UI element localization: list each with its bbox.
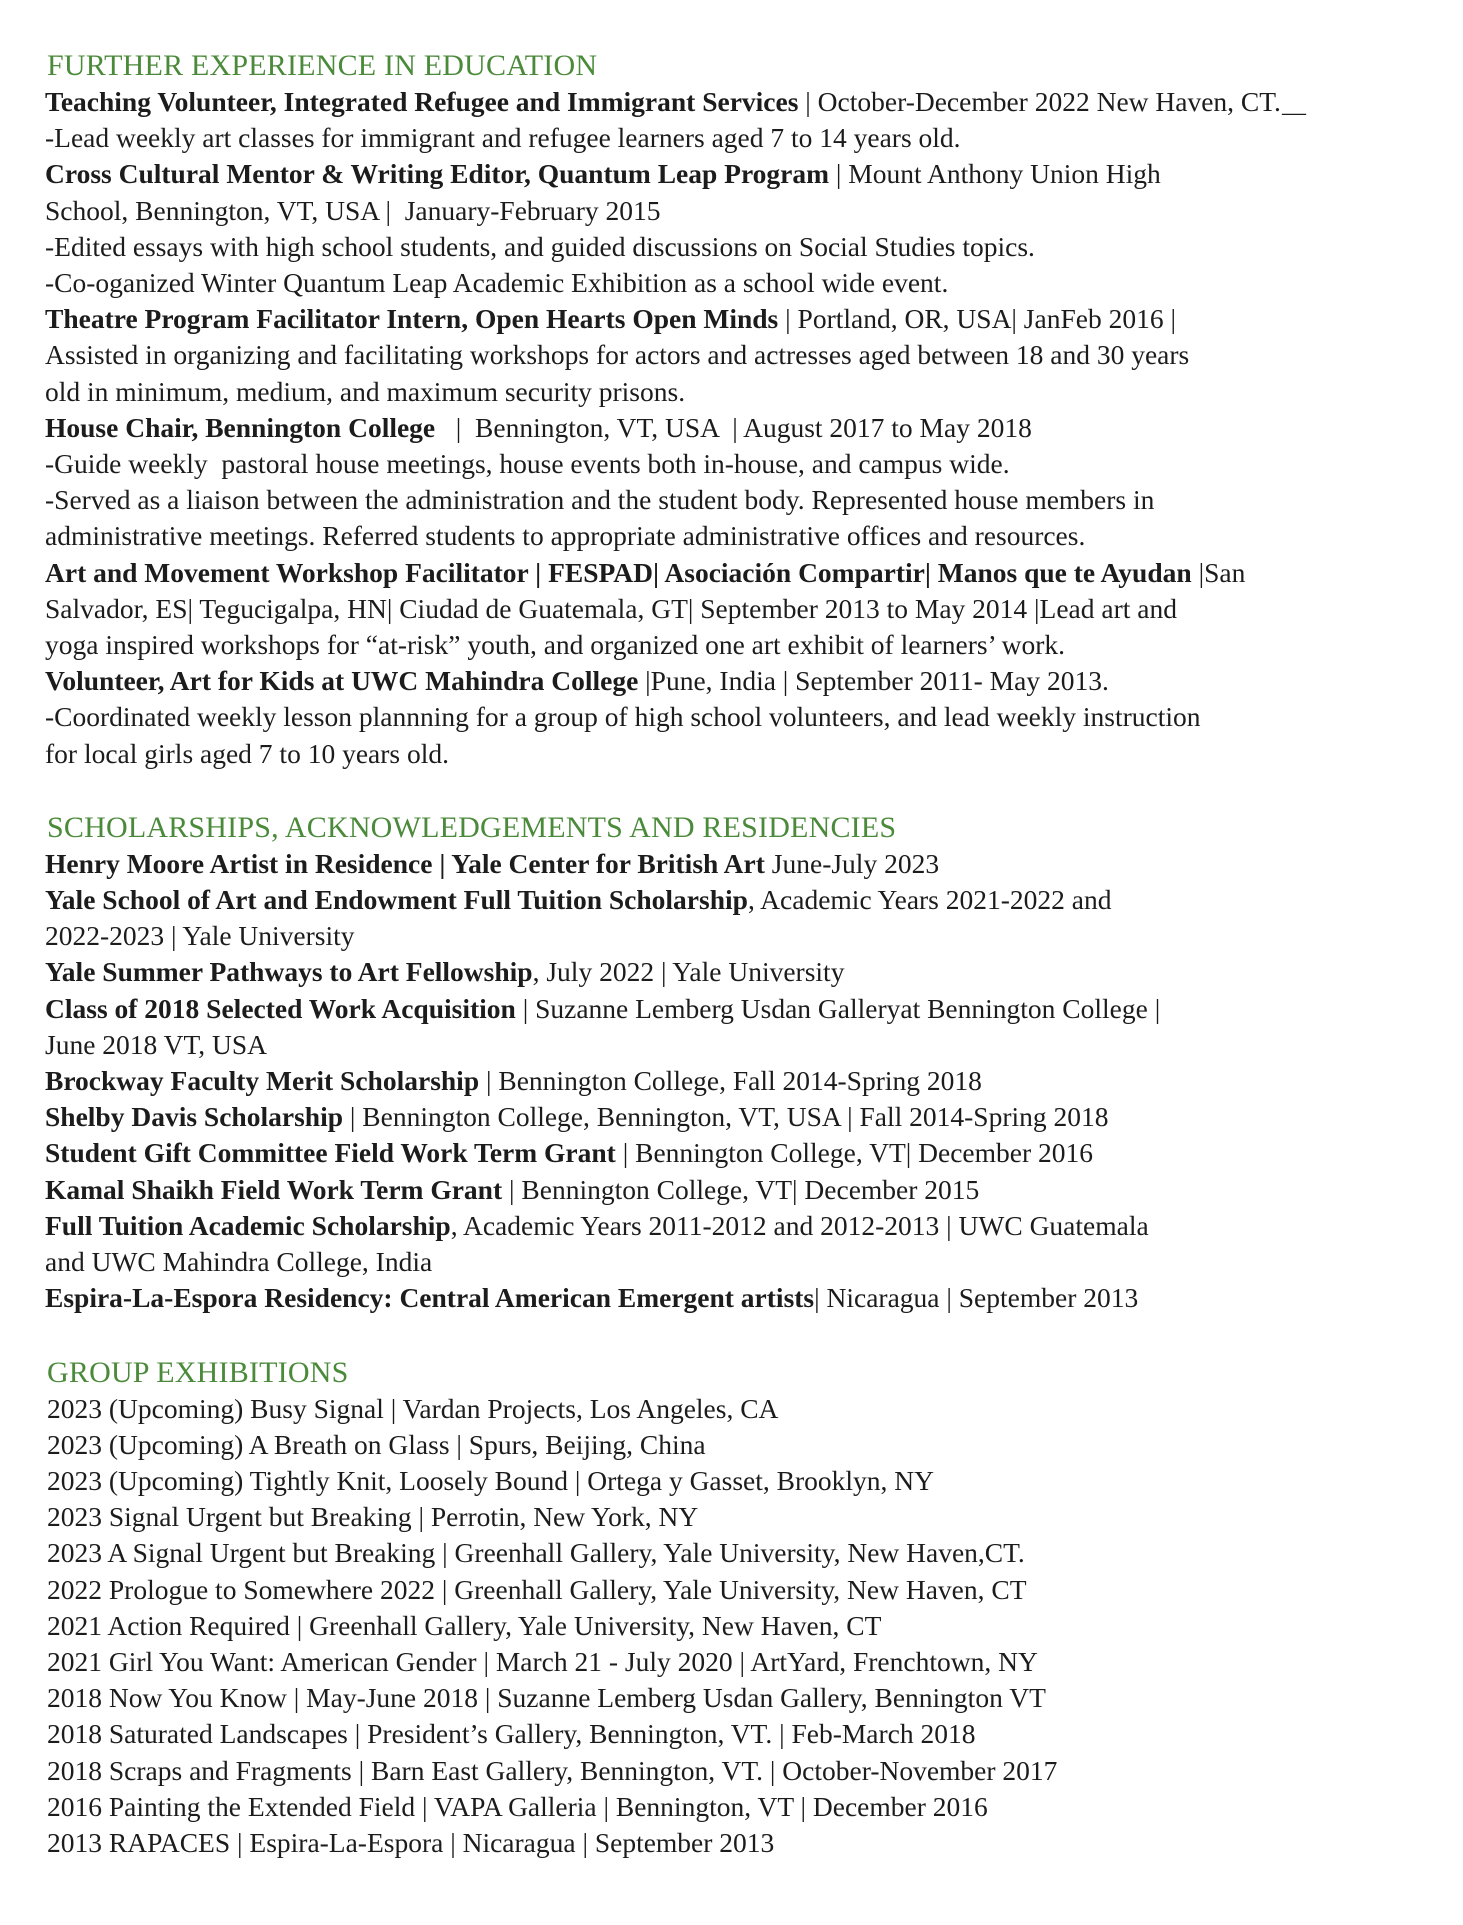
exhibition-item: 2021 Girl You Want: American Gender | March 21 - July 2020 | ArtYard, Frenchtown, NY bbox=[47, 1645, 1038, 1677]
education-line bbox=[45, 265, 1424, 301]
resume-page bbox=[44, 48, 1424, 1899]
entry-text: June-July 2023 bbox=[764, 847, 940, 879]
scholarships-line bbox=[45, 1280, 1424, 1316]
entry-text: and UWC Mahindra College, India bbox=[45, 1246, 433, 1278]
entry-title: Cross Cultural Mentor & Writing Editor, Quantum Leap Program bbox=[45, 158, 830, 190]
exhibitions-section bbox=[44, 1355, 1424, 1862]
entry-text: -Guide weekly pastoral house meetings, house events both in-house, and campus wide. bbox=[45, 448, 1010, 480]
entry-title: Yale School of Art and Endowment Full Tuition Scholarship bbox=[45, 884, 748, 916]
education-line bbox=[45, 410, 1424, 446]
entry-text: yoga inspired workshops for “at-risk” youth, and organized one art exhibit of learners’ work. bbox=[45, 629, 1065, 661]
entry-title: Yale Summer Pathways to Art Fellowship bbox=[45, 956, 533, 988]
education-section bbox=[44, 48, 1424, 772]
entry-title: Volunteer, Art for Kids at UWC Mahindra College bbox=[45, 665, 639, 697]
entry-text: Salvador, ES| Tegucigalpa, HN| Ciudad de Guatemala, GT| September 2013 to May 2014 |Lead art and bbox=[45, 592, 1177, 624]
scholarships-line bbox=[45, 1172, 1424, 1208]
education-line bbox=[45, 663, 1424, 699]
entry-text: , Academic Years 2011-2012 and 2012-2013 | UWC Guatemala bbox=[450, 1209, 1149, 1241]
entry-text: | Bennington College, Bennington, VT, USA | Fall 2014-Spring 2018 bbox=[343, 1101, 1109, 1133]
education-line bbox=[45, 193, 1424, 229]
entry-title: Teaching Volunteer, Integrated Refugee and Immigrant Services bbox=[45, 86, 799, 117]
scholarships-line bbox=[45, 1063, 1424, 1099]
entry-title: Espira-La-Espora Residency: Central American Emergent artists bbox=[45, 1282, 815, 1314]
scholarships-line bbox=[45, 1135, 1424, 1171]
entry-title: Student Gift Committee Field Work Term Grant bbox=[45, 1137, 616, 1169]
exhibition-item: 2018 Scraps and Fragments | Barn East Gallery, Bennington, VT. | October-November 2017 bbox=[47, 1754, 1058, 1786]
entry-title: Full Tuition Academic Scholarship bbox=[45, 1209, 451, 1241]
scholarships-line bbox=[45, 1027, 1424, 1063]
entry-title: House Chair, Bennington College bbox=[45, 411, 436, 443]
education-line bbox=[45, 699, 1424, 735]
entry-text: , Academic Years 2021-2022 and bbox=[747, 884, 1112, 916]
entry-text: administrative meetings. Referred students to appropriate administrative offices and resources. bbox=[45, 520, 1086, 552]
entry-text: old in minimum, medium, and maximum security prisons. bbox=[45, 375, 686, 407]
entry-text: for local girls aged 7 to 10 years old. bbox=[45, 737, 449, 769]
education-line bbox=[45, 446, 1424, 482]
entry-text: | Nicaragua | September 2013 bbox=[814, 1282, 1139, 1314]
entry-text: | Bennington College, VT| December 2015 bbox=[502, 1173, 980, 1205]
entry-title: Shelby Davis Scholarship bbox=[45, 1101, 344, 1133]
scholarships-line bbox=[45, 882, 1424, 918]
entry-text: | Bennington College, Fall 2014-Spring 2018 bbox=[479, 1065, 982, 1097]
education-line bbox=[45, 591, 1424, 627]
entry-text: |Pune, India | September 2011- May 2013. bbox=[638, 665, 1109, 697]
section-heading-scholarships: SCHOLARSHIPS, ACKNOWLEDGEMENTS AND RESIDENCIES bbox=[47, 810, 897, 844]
exhibition-item: 2013 RAPACES | Espira-La-Espora | Nicaragua | September 2013 bbox=[47, 1826, 775, 1858]
stray-dash-mark: — bbox=[1282, 100, 1306, 126]
scholarships-section bbox=[44, 810, 1424, 1317]
exhibitions-list bbox=[44, 1391, 1424, 1862]
education-line bbox=[45, 120, 1424, 156]
scholarships-line bbox=[45, 846, 1424, 882]
education-line bbox=[45, 482, 1424, 518]
entry-text: -Lead weekly art classes for immigrant and refugee learners aged 7 to 14 years old. bbox=[45, 122, 961, 154]
exhibition-item: 2021 Action Required | Greenhall Gallery, Yale University, New Haven, CT bbox=[47, 1609, 882, 1641]
education-line bbox=[45, 518, 1424, 554]
entry-title: Art and Movement Workshop Facilitator | FESPAD| Asociación Compartir| Manos que te Ayudan bbox=[45, 556, 1192, 588]
entry-title: Henry Moore Artist in Residence | Yale Center for British Art bbox=[45, 847, 765, 879]
entry-text: , July 2022 | Yale University bbox=[532, 956, 845, 988]
scholarships-line bbox=[45, 1208, 1424, 1244]
entry-text: |San bbox=[1191, 556, 1246, 588]
exhibition-item: 2022 Prologue to Somewhere 2022 | Greenhall Gallery, Yale University, New Haven, CT bbox=[47, 1573, 1027, 1605]
exhibition-item: 2023 (Upcoming) Busy Signal | Vardan Projects, Los Angeles, CA bbox=[47, 1392, 779, 1424]
exhibition-item: 2023 Signal Urgent but Breaking | Perrotin, New York, NY bbox=[47, 1501, 699, 1533]
entry-text: | Portland, OR, USA| JanFeb 2016 | bbox=[778, 303, 1176, 335]
entry-title: Kamal Shaikh Field Work Term Grant bbox=[45, 1173, 503, 1205]
education-line bbox=[45, 84, 1424, 120]
education-line bbox=[45, 555, 1424, 591]
entry-text: | Suzanne Lemberg Usdan Galleryat Bennington College | bbox=[515, 992, 1161, 1024]
entry-title: Brockway Faculty Merit Scholarship bbox=[45, 1065, 480, 1097]
entry-text: 2022-2023 | Yale University bbox=[45, 920, 355, 952]
entry-text: | October-December 2022 New Haven, CT. bbox=[798, 86, 1281, 117]
education-line bbox=[45, 156, 1424, 192]
education-line bbox=[45, 337, 1424, 373]
entry-text: -Coordinated weekly lesson plannning for a group of high school volunteers, and lead weekly instruction bbox=[45, 701, 1201, 733]
section-heading-exhibitions: GROUP EXHIBITIONS bbox=[47, 1355, 349, 1389]
entry-text: | Bennington College, VT| December 2016 bbox=[615, 1137, 1093, 1169]
education-line bbox=[45, 627, 1424, 663]
education-line bbox=[45, 736, 1424, 772]
exhibition-item: 2018 Now You Know | May-June 2018 | Suzanne Lemberg Usdan Gallery, Bennington VT bbox=[47, 1682, 1046, 1714]
entry-text: | Mount Anthony Union High bbox=[829, 158, 1161, 190]
entry-text: Assisted in organizing and facilitating workshops for actors and actresses aged between 18 and 30 years bbox=[45, 339, 1190, 371]
education-line bbox=[45, 301, 1424, 337]
education-line bbox=[45, 374, 1424, 410]
exhibition-item: 2016 Painting the Extended Field | VAPA Galleria | Bennington, VT | December 2016 bbox=[47, 1790, 988, 1822]
exhibition-item: 2023 A Signal Urgent but Breaking | Greenhall Gallery, Yale University, New Haven,CT. bbox=[47, 1537, 1025, 1569]
scholarships-line bbox=[45, 991, 1424, 1027]
entry-text: -Edited essays with high school students, and guided discussions on Social Studies topics. bbox=[45, 230, 1035, 262]
entry-title: Theatre Program Facilitator Intern, Open Hearts Open Minds bbox=[45, 303, 779, 335]
scholarships-line bbox=[45, 954, 1424, 990]
scholarships-lines bbox=[44, 846, 1424, 1317]
scholarships-line bbox=[45, 918, 1424, 954]
entry-text: -Co-oganized Winter Quantum Leap Academic Exhibition as a school wide event. bbox=[45, 267, 949, 299]
exhibition-item: 2018 Saturated Landscapes | President’s Gallery, Bennington, VT. | Feb-March 2018 bbox=[47, 1718, 976, 1750]
exhibition-item: 2023 (Upcoming) A Breath on Glass | Spurs, Beijing, China bbox=[47, 1428, 706, 1460]
entry-text: -Served as a liaison between the administration and the student body. Represented house members in bbox=[45, 484, 1155, 516]
scholarships-line bbox=[45, 1244, 1424, 1280]
education-line bbox=[45, 229, 1424, 265]
entry-text: June 2018 VT, USA bbox=[45, 1028, 268, 1060]
exhibition-item: 2023 (Upcoming) Tightly Knit, Loosely Bound | Ortega y Gasset, Brooklyn, NY bbox=[47, 1464, 934, 1496]
scholarships-line bbox=[45, 1099, 1424, 1135]
education-lines bbox=[44, 84, 1424, 772]
entry-text: School, Bennington, VT, USA | January-February 2015 bbox=[45, 194, 661, 226]
entry-title: Class of 2018 Selected Work Acquisition bbox=[45, 992, 516, 1024]
entry-text: | Bennington, VT, USA | August 2017 to May 2018 bbox=[435, 411, 1032, 443]
section-heading-education: FURTHER EXPERIENCE IN EDUCATION bbox=[47, 49, 598, 82]
